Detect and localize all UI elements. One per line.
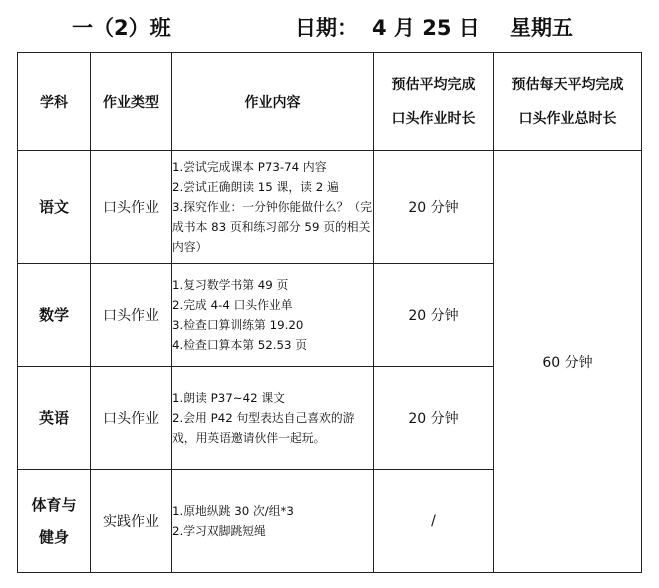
content-item: 2.完成 4-4 口头作业单 [172,298,293,312]
duration-cell: 20 分钟 [374,264,494,367]
col-content: 作业内容 [172,53,374,151]
content-item: 2.学习双脚跳短绳 [172,524,266,538]
duration-cell: 20 分钟 [374,151,494,264]
content-item: 2.会用 P42 句型表达自己喜欢的游戏，用英语邀请伙伴一起玩。 [172,411,355,445]
content-item: 1.原地纵跳 30 次/组*3 [172,504,294,518]
page-header [0,4,659,44]
col-daily-total-line2: 口头作业总时长 [518,110,617,127]
subject-cell: 数学 [18,264,91,367]
content-item: 4.检查口算本第 52.53 页 [172,338,308,352]
content-item: 1.复习数学书第 49 页 [172,278,289,292]
type-cell: 口头作业 [91,151,172,264]
subject-cell [18,470,91,573]
content-item: 1.尝试完成课本 P73-74 内容 [172,160,327,174]
content-cell [172,367,374,470]
subject-cell: 语文 [18,151,91,264]
daily-total-cell: 60 分钟 [494,151,642,573]
date-label: 日期： [295,16,358,40]
homework-table [17,52,642,573]
date-value: 4 月 25 日 [372,16,480,40]
type-cell: 口头作业 [91,264,172,367]
content-item: 3.探究作业：一分钟你能做什么？（完成书本 83 页和练习部分 59 页的相关内容） [172,200,373,254]
col-daily-total-line1: 预估每天平均完成 [511,76,624,93]
subject-line: 体育与 [31,496,77,514]
col-subject: 学科 [18,53,91,151]
content-item: 1.朗读 P37~42 课文 [172,391,285,405]
col-avg-duration [374,53,494,151]
duration-cell: 20 分钟 [374,367,494,470]
subject-line: 健身 [38,528,69,546]
content-cell [172,470,374,573]
col-avg-duration-line2: 口头作业时长 [391,110,476,127]
duration-cell: / [374,470,494,573]
col-daily-total [494,53,642,151]
content-cell [172,264,374,367]
type-cell: 实践作业 [91,470,172,573]
content-item: 2.尝试正确朗读 15 课，读 2 遍 [172,180,339,194]
weekday: 星期五 [510,16,573,40]
table-header-row [18,53,642,151]
content-cell [172,151,374,264]
table-row [18,151,642,264]
subject-cell: 英语 [18,367,91,470]
content-item: 3.检查口算训练第 19.20 [172,318,304,332]
col-avg-duration-line1: 预估平均完成 [391,76,476,93]
col-type: 作业类型 [91,53,172,151]
class-label: 一（2）班 [72,16,171,40]
type-cell: 口头作业 [91,367,172,470]
